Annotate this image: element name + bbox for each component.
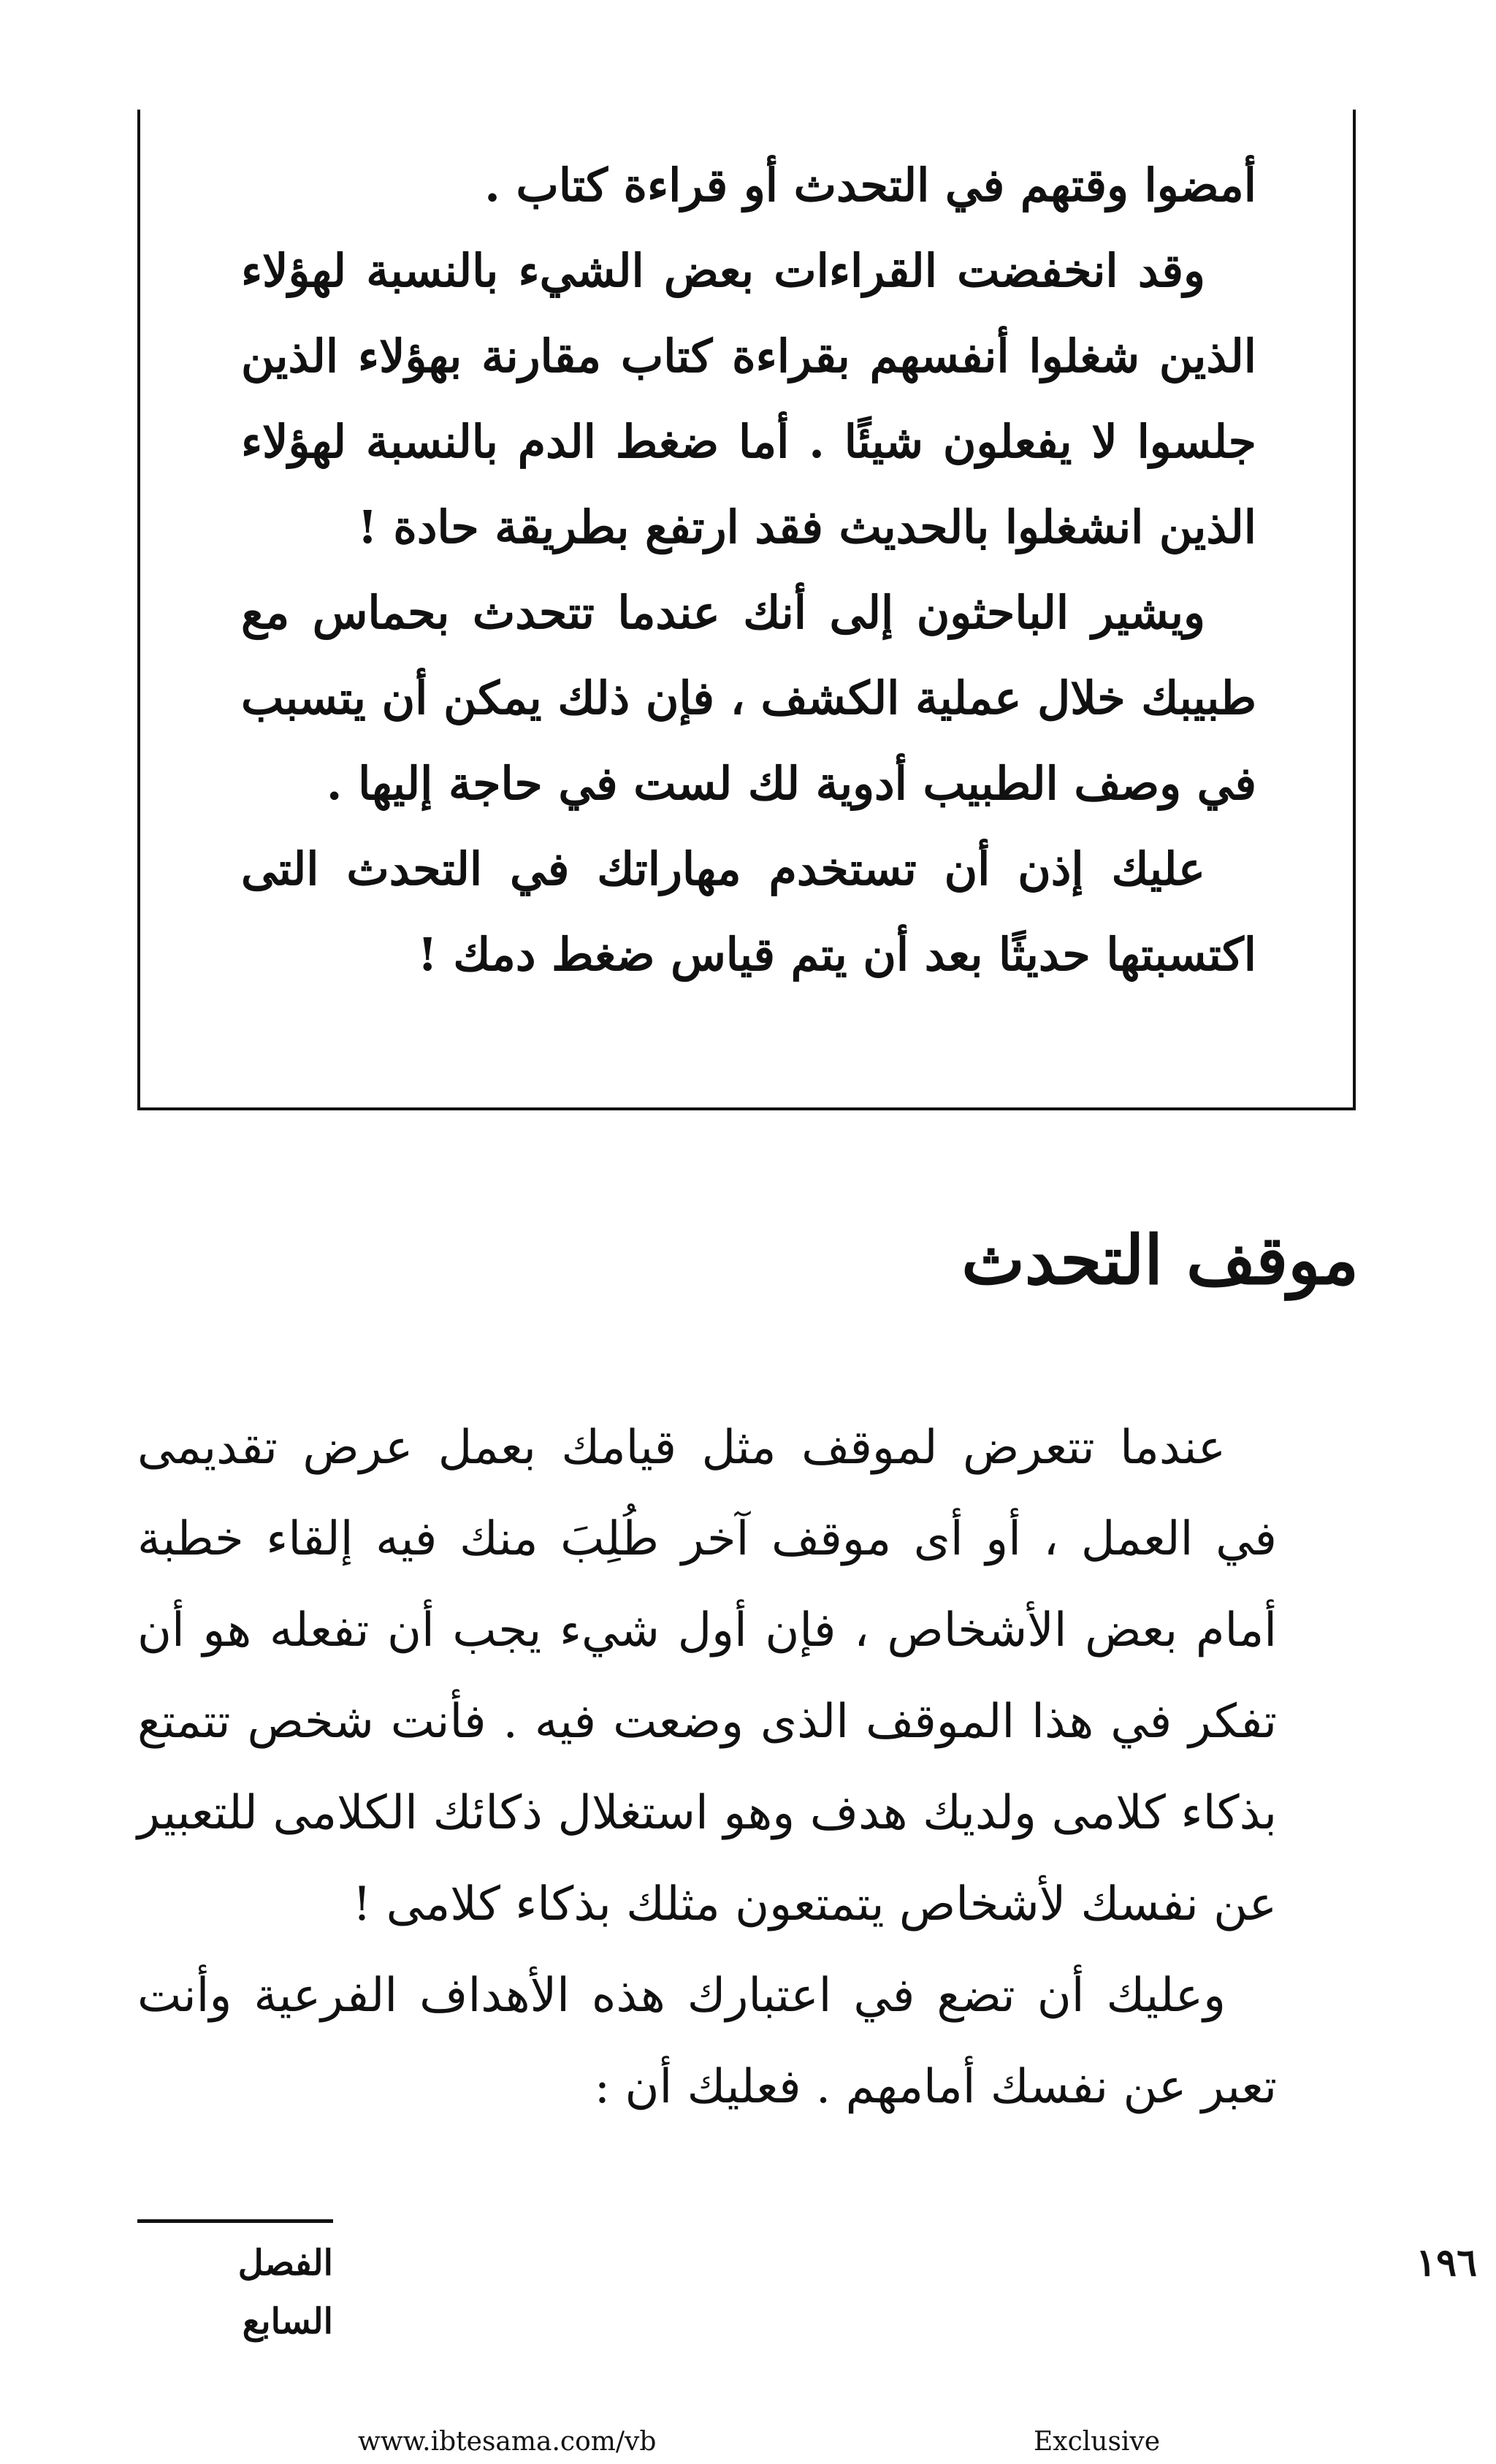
box-paragraph: وقد انخفضت القراءات بعض الشيء بالنسبة لهؤلاء الذين شغلوا أنفسهم بقراءة كتاب مقارنة بهؤلاء الذين جلسوا لا يفعلون شيئًا . أما ضغط الدم بالنسبة لهؤلاء الذين انشغلوا بالحديث فقد ارتفع بطريقة حادة ! (241, 244, 1256, 554)
box-paragraph: أمضوا وقتهم في التحدث أو قراءة كتاب . (484, 159, 1256, 212)
section-heading: موقف التحدث (961, 1221, 1359, 1300)
watermark-tag: Exclusive (1034, 2427, 1161, 2457)
page-number: ١٩٦ (1416, 2240, 1477, 2285)
body-paragraph: عندما تتعرض لموقف مثل قيامك بعمل عرض تقديمى في العمل ، أو أى موقف آخر طُلِبَ منك فيه إلقاء خطبة أمام بعض الأشخاص ، فإن أول شيء يجب أن تفعله هو أن تفكر في هذا الموقف الذى وضعت فيه . فأنت شخص تتمتع بذكاء كلامى ولديك هدف وهو استغلال ذكائك الكلامى للتعبير عن نفسك لأشخاص يتمتعون مثلك بذكاء كلامى ! (137, 1421, 1278, 1931)
boxed-excerpt-text (241, 142, 1256, 997)
watermark-url: www.ibtesama.com/vb (358, 2427, 657, 2457)
chapter-label: الفصل السابع (237, 2243, 333, 2342)
body-paragraph: وعليك أن تضع في اعتبارك هذه الأهداف الفرعية وأنت تعبر عن نفسك أمامهم . فعليك أن : (137, 1969, 1277, 2114)
box-paragraph: عليك إذن أن تستخدم مهاراتك في التحدث التى اكتسبتها حديثًا بعد أن يتم قياس ضغط دمك ! (241, 842, 1256, 981)
box-paragraph: ويشير الباحثون إلى أنك عندما تتحدث بحماس مع طبيبك خلال عملية الكشف ، فإن ذلك يمكن أن يتسبب في وصف الطبيب أدوية لك لست في حاجة إليها . (241, 586, 1256, 810)
section-body (137, 1403, 1277, 2133)
footer-divider (137, 2219, 333, 2223)
